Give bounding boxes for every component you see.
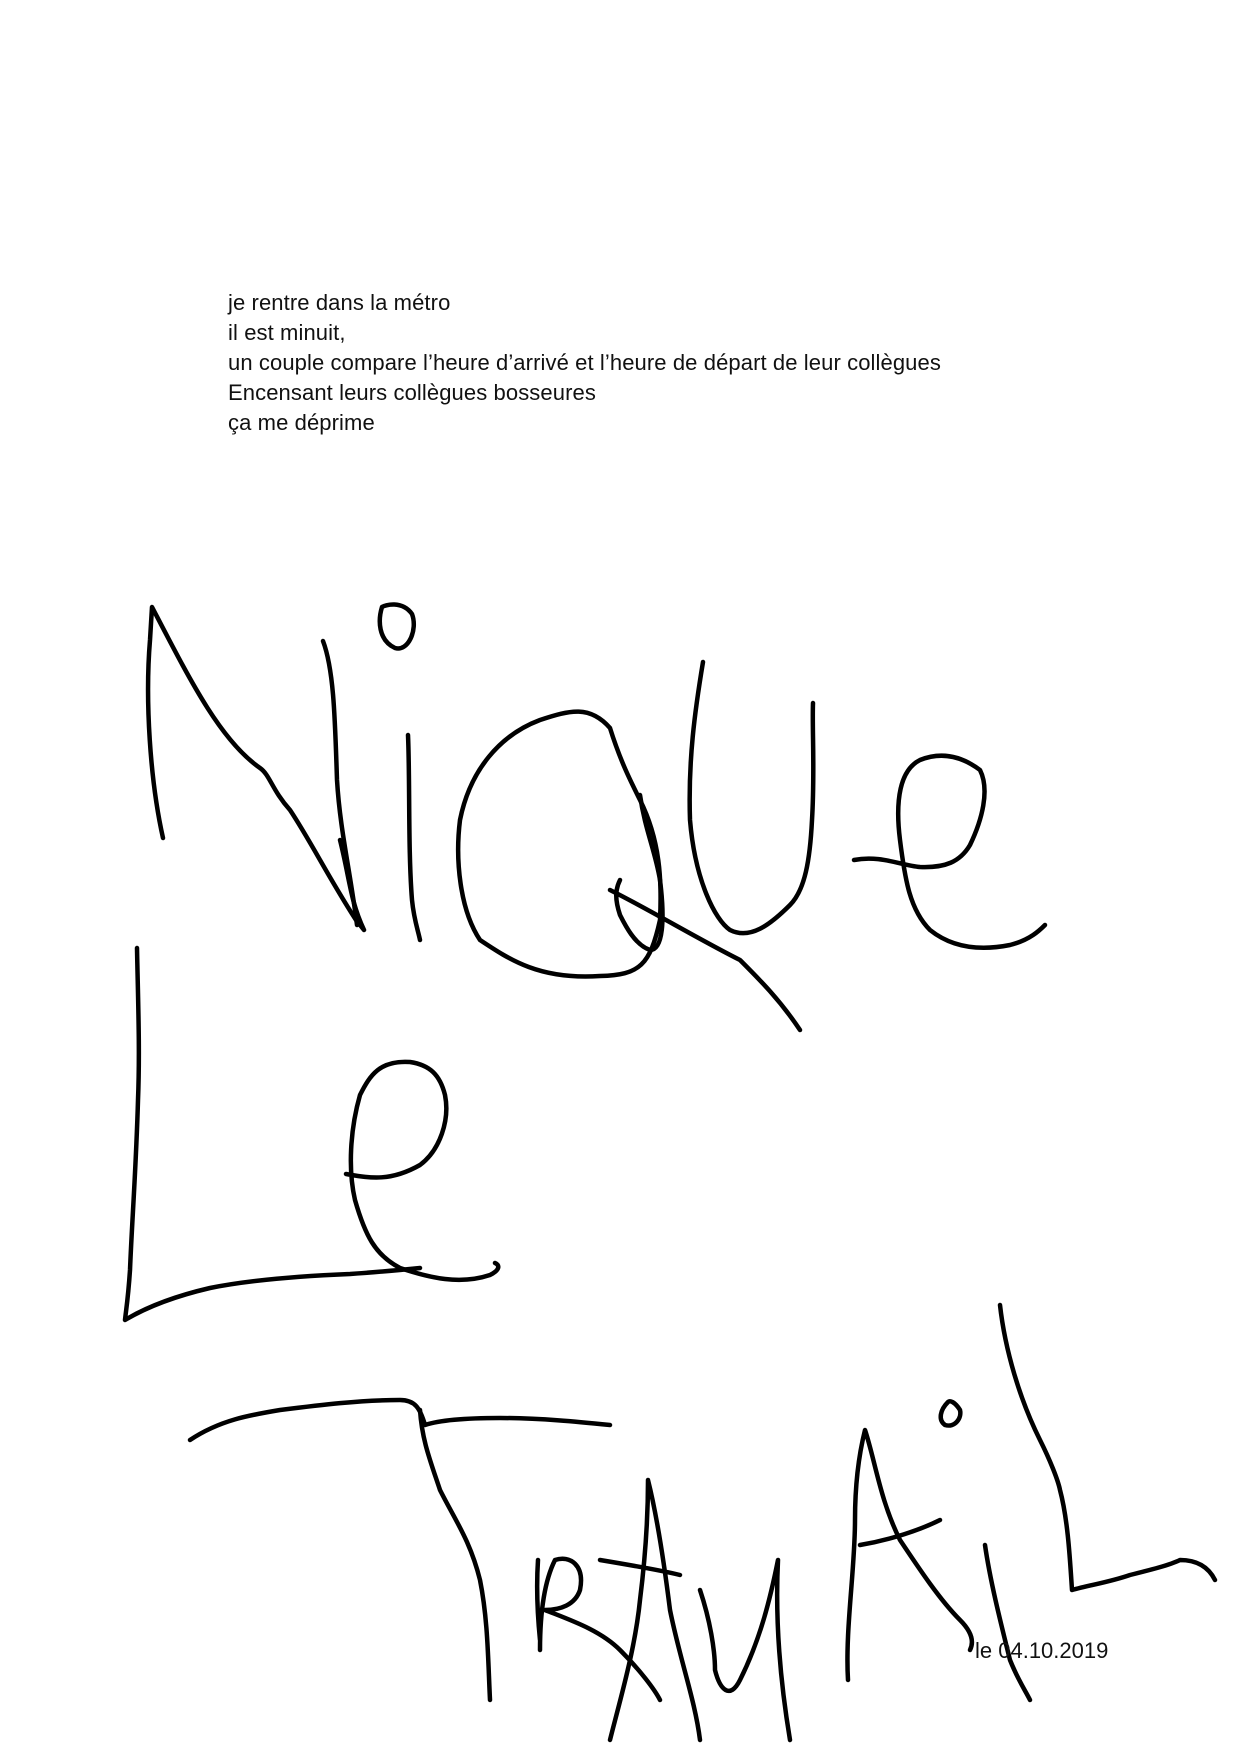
- poem-line-2: il est minuit,: [228, 320, 346, 345]
- stroke-l2: [1000, 1305, 1215, 1590]
- stroke-t-bar: [190, 1400, 610, 1440]
- poem-line-3: un couple compare l’heure d’arrivé et l’heure de départ de leur collègues: [228, 350, 941, 375]
- stroke-a2: [847, 1430, 972, 1680]
- stroke-e: [854, 756, 1045, 948]
- stroke-q-tail: [616, 795, 662, 950]
- date-label: le 04.10.2019: [975, 1638, 1109, 1663]
- stroke-i2-stem: [985, 1545, 1030, 1700]
- stroke-n: [148, 607, 364, 930]
- stroke-v: [700, 1560, 790, 1740]
- stroke-t-stem: [420, 1410, 490, 1700]
- poem-line-5: ça me déprime: [228, 410, 375, 435]
- stroke-l: [125, 948, 420, 1320]
- stroke-u: [690, 662, 814, 933]
- stroke-i2-dot: [941, 1401, 961, 1425]
- stroke-i-dot: [380, 604, 414, 648]
- poem-line-4: Encensant leurs collègues bosseures: [228, 380, 596, 405]
- stroke-le-e: [346, 1062, 498, 1280]
- stroke-i-stem-2: [408, 735, 420, 940]
- stroke-i-stem: [323, 641, 357, 925]
- stroke-q-cross: [610, 890, 800, 1030]
- poem-line-1: je rentre dans la métro: [228, 290, 451, 315]
- stroke-a: [600, 1480, 700, 1740]
